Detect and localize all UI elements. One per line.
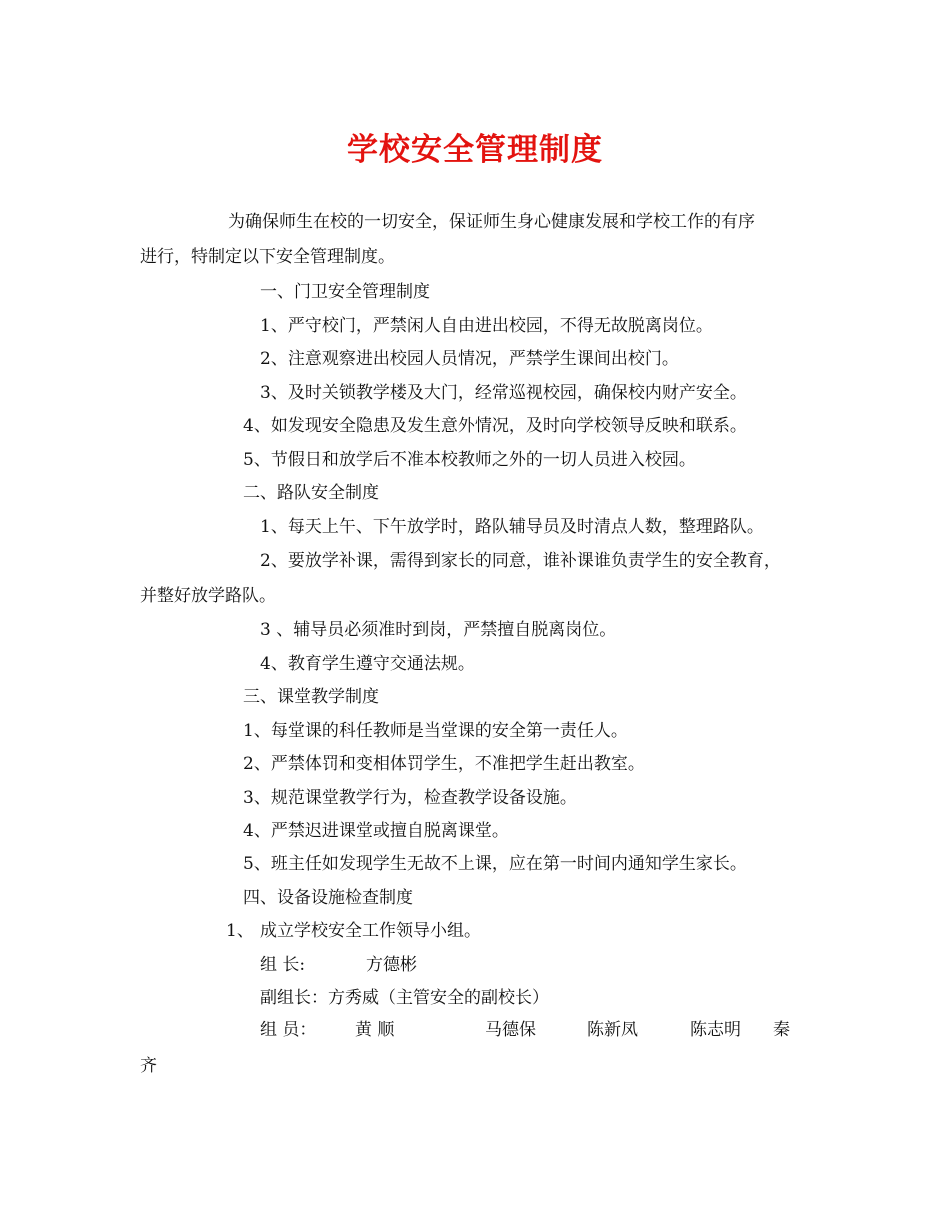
section-2-item-3: 3 、辅导员必须准时到岗，严禁擅自脱离岗位。 [260,620,617,640]
members-label: 组 员： [260,1020,317,1040]
leader-label: 组 长: [260,955,306,975]
section-4-item-1-number: 1、 [226,921,254,941]
section-1-item-2: 2、注意观察进出校园人员情况，严禁学生课间出校门。 [260,349,679,369]
member-name: 黄 顺 [355,1020,395,1040]
section-3-item-5: 5、班主任如发现学生无故不上课，应在第一时间内通知学生家长。 [243,854,747,874]
section-1-item-5: 5、节假日和放学后不准本校教师之外的一切人员进入校园。 [243,450,696,470]
vice-leader-line: 副组长：方秀威（主管安全的副校长） [260,988,549,1008]
section-2-item-2: 2、要放学补课，需得到家长的同意，谁补课谁负责学生的安全教育， [260,551,781,571]
members-wrap: 齐 [140,1056,157,1076]
intro-line-2: 进行，特制定以下安全管理制度。 [140,247,395,267]
member-name: 陈志明 [690,1020,741,1040]
section-3-item-4: 4、严禁迟进课堂或擅自脱离课堂。 [243,821,509,841]
section-4-item-1-text: 成立学校安全工作领导小组。 [260,921,481,941]
section-2-item-4: 4、教育学生遵守交通法规。 [260,654,475,674]
section-1-item-1: 1、严守校门，严禁闲人自由进出校园，不得无故脱离岗位。 [260,316,713,336]
section-1-heading: 一、门卫安全管理制度 [260,282,430,302]
section-2-item-1: 1、每天上午、下午放学时，路队辅导员及时清点人数，整理路队。 [260,517,764,537]
section-1-item-3: 3、及时关锁教学楼及大门，经常巡视校园，确保校内财产安全。 [260,383,747,403]
section-1-item-4: 4、如发现安全隐患及发生意外情况，及时向学校领导反映和联系。 [243,416,747,436]
section-3-item-2: 2、严禁体罚和变相体罚学生，不准把学生赶出教室。 [243,754,645,774]
document-title: 学校安全管理制度 [347,132,603,168]
intro-line-1: 为确保师生在校的一切安全，保证师生身心健康发展和学校工作的有序 [228,212,755,232]
section-3-item-3: 3、规范课堂教学行为，检查教学设备设施。 [243,788,577,808]
section-3-heading: 三、课堂教学制度 [243,687,379,707]
leader-name: 方德彬 [366,955,417,975]
member-name: 马德保 [485,1020,536,1040]
section-3-item-1: 1、每堂课的科任教师是当堂课的安全第一责任人。 [243,721,628,741]
member-name: 陈新凤 [587,1020,638,1040]
member-name: 秦 [773,1020,790,1040]
section-2-heading: 二、路队安全制度 [243,483,379,503]
section-2-item-2-wrap: 并整好放学路队。 [140,586,276,606]
section-4-heading: 四、设备设施检查制度 [243,888,413,908]
